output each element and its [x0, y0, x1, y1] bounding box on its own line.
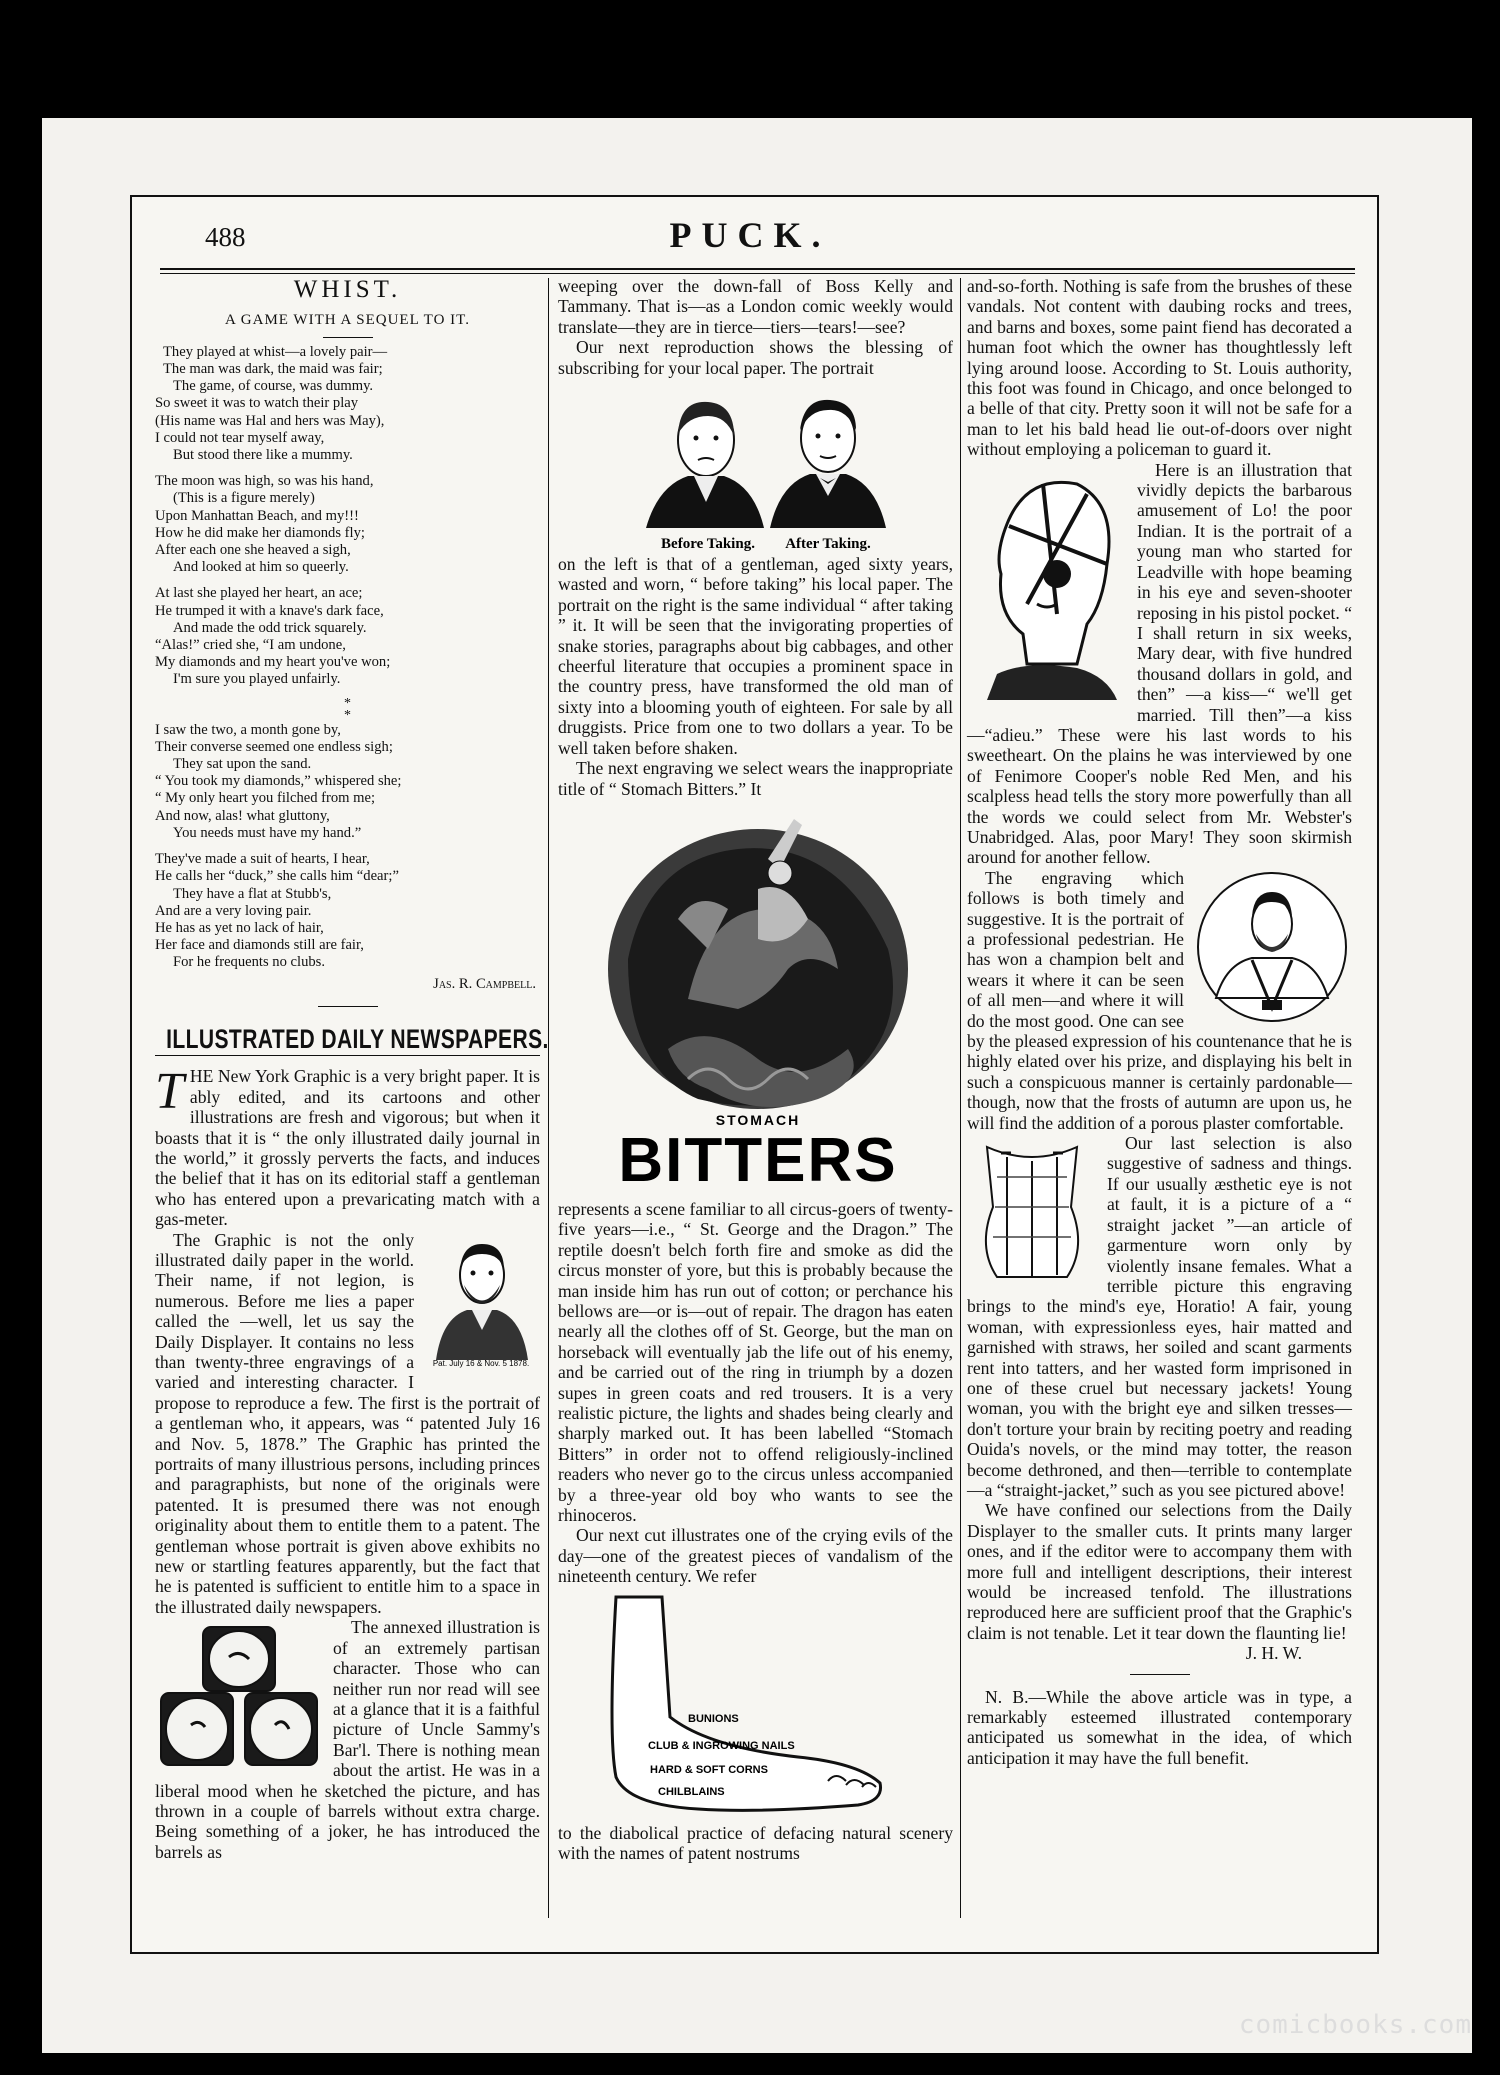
drop-cap-t: T: [155, 1063, 184, 1121]
article-paragraph: Pat. July 16 & Nov. 5 1878. The Graphic is not the only illustrated daily paper in the world. Their name, if not legion, is numerous. Before me lies a paper called the —well, let us say the Daily Displayer. It contains no less than twenty-three engravings of a varied and interesting character. I propose to reproduce a few. The first is the portrait of a gentleman who, it appears, was “ patented July 16 and Nov. 5, 1878.” The Graphic has printed the portraits of many illustrious persons, including princes and paragraphists, but none of the originals were patented. It is presumed there was not enough originality about them to entitle them to a patent. The gentleman whose portrait is given above exhibits no new or startling features apparently, but the fact that he is patented is sufficient to entitle him to a space in the illustrated daily newspapers.: [155, 1229, 540, 1617]
verse-line: And are a very loving pair.: [155, 902, 312, 919]
pedestrian-portrait: [1192, 868, 1352, 1026]
stanza-1: [155, 344, 540, 464]
verse-line: Her face and diamonds still are fair,: [155, 937, 364, 954]
verse-line: “ My only heart you filched from me;: [155, 790, 376, 807]
verse-line: At last she played her heart, an ace;: [155, 585, 363, 602]
verse-line: But stood there like a mummy.: [173, 447, 353, 464]
poem-subtitle: A GAME WITH A SEQUEL TO IT.: [225, 312, 470, 329]
verse-line: (This is a figure merely): [173, 490, 315, 507]
verse-line: My diamonds and my heart you've won;: [155, 654, 391, 671]
verse-line: I saw the two, a month gone by,: [155, 721, 341, 738]
masthead: PUCK.: [669, 215, 831, 255]
column-3: [967, 276, 1352, 1768]
verse-line: So sweet it was to watch their play: [155, 395, 359, 412]
verse-line: (His name was Hal and hers was May),: [155, 412, 385, 429]
article-paragraph: represents a scene familiar to all circus-goers of twenty-five years—i.e., “ St. George and the Dragon.” The reptile doesn't belch forth fire and smoke as did the circus monster of yore, but this is probably because the man inside him has run out of cotton; or perchance his bellows are—or is—out of repair. The dragon has eaten nearly all the clothes off of St. George, but the man on horseback will eventually jab the life out of his enemy, and be carried out of the ring in triumph by a dozen supes in green coats and red trousers. It is a very realistic picture, the lights and shades being clearly and sharply marked out. It has been labelled “Stomach Bitters” in order not to offend religiously-inclined readers who never go to the circus unless accompanied by a three-year old boy who wants to see the rhinoceros.: [558, 1198, 953, 1525]
article-paragraph: The next engraving we select wears the inappropriate title of “ Stomach Bitters.” It: [558, 758, 953, 799]
title-rule: [155, 1055, 540, 1056]
article-paragraph: The engraving which follows is both timely and suggestive. It is the portrait of a professional pedestrian. He has won a champion belt and wears it where it can be seen of all men—and where it will do the most good. One can see by the pleased expression of his countenance that he is highly elated over his prize, and displaying his belt in such a conspicuous manner is certainly pardonable—though, now that the frosts of autumn are upon us, he will find the addition of a porous plaster comfortable.: [967, 867, 1352, 1133]
article-paragraph: on the left is that of a gentleman, aged sixty years, wasted and worn, “ before taking” his local paper. The portrait on the right is the same individual “ after taking ” it. It will be seen that the invigorating properties of snake stories, paragraphs about big cabbages, and other cheerful literature that occupies a prominent space in the country press, have transformed the old man of sixty into a blooming youth of eighteen. For sale by all druggists. Price from one to two dollars a year. To be well taken before shaken.: [558, 554, 953, 758]
before-portrait: [646, 402, 764, 528]
article-paragraph: Our next cut illustrates one of the crying evils of the day—one of the greatest pieces of vandalism of the nineteenth century. We refer: [558, 1525, 953, 1587]
article-paragraph: Our next reproduction shows the blessing of subscribing for your local paper. The portrait: [558, 337, 953, 378]
verse-line: They've made a suit of hearts, I hear,: [155, 851, 370, 868]
verse-line: For he frequents no clubs.: [173, 954, 325, 971]
header-rule: [160, 268, 1355, 274]
article-title: ILLUSTRATED DAILY NEWSPAPERS.: [166, 1023, 549, 1054]
section-rule: [318, 1006, 378, 1007]
after-portrait: [770, 400, 886, 528]
verse-line: They sat upon the sand.: [173, 756, 312, 773]
st-george-dragon-engraving: [608, 819, 908, 1109]
patented-gentleman-portrait: [422, 1230, 540, 1370]
before-taking-label: Before Taking.: [661, 536, 755, 553]
verse-line: The man was dark, the maid was fair;: [163, 361, 383, 378]
article-paragraph: The annexed illustration is of an extremely partisan character. Those who can neither run nor read will see at a glance that it is a faithful picture of Uncle Sammy's Bar'l. There is nothing mean about the artist. He was in a liberal mood when he sketched the picture, and has thrown in a couple of barrels without extra charge. Being something of a joker, he has introduced the barrels as: [155, 1617, 540, 1862]
foot-label: HARD & SOFT CORNS: [650, 1763, 768, 1776]
poem-signature: Jas. R. Campbell.: [433, 975, 536, 992]
verse-line: You needs must have my hand.”: [173, 824, 362, 841]
verse-line: I'm sure you played unfairly.: [173, 671, 341, 688]
verse-line: They have a flat at Stubb's,: [173, 885, 332, 902]
nb-note: N. B.—While the above article was in type, a remarkably esteemed illustrated contemporary anticipated us somewhat in the idea, of which anticipation it may have the full benefit.: [967, 1686, 1352, 1768]
column-2: [558, 276, 953, 1863]
nb-rule: [1130, 1674, 1190, 1675]
verse-line: The game, of course, was dummy.: [173, 378, 374, 395]
article-paragraph: We have confined our selections from the Daily Displayer to the smaller cuts. It prints many larger ones, and if the editor were to accompany them with more full and intelligent descriptions, their interest would be increased tenfold. The illustrations reproduced here are sufficient proof that the Graphic's claim is not tenable. Let it tear down the flaunting lie!: [967, 1500, 1352, 1643]
foot-label: CLUB & INGROWING NAILS: [648, 1739, 795, 1752]
verse-line: And made the odd trick squarely.: [173, 619, 367, 636]
bitters-small-label: STOMACH: [715, 1111, 801, 1128]
page-number: 488: [205, 222, 246, 252]
stanza-5: [155, 851, 540, 971]
stanza-2: [155, 473, 540, 576]
verse-line: And looked at him so queerly.: [173, 559, 349, 576]
verse-line: They played at whist—a lovely pair—: [163, 343, 388, 360]
article-paragraph: weeping over the down-fall of Boss Kelly and Tammany. That is—as a London comic weekly would translate—they are in tierce—tiers—tears!—see?: [558, 276, 953, 337]
stanza-3: [155, 585, 540, 688]
painted-foot-illustration: [558, 1587, 953, 1823]
article-paragraph: THE New York Graphic is a very bright paper. It is ably edited, and its cartoons and other illustrations are fresh and vigorous; but when it boasts that it is “ the only illustrated daily journal in the world,” it grossly perverts the facts, and induces the belief that it has on its editorial staff a gentleman who has entered upon a prevaricating match with a gas-meter.: [155, 1063, 540, 1230]
article-paragraph: to the diabolical practice of defacing natural scenery with the names of patent nostrums: [558, 1822, 953, 1864]
scalped-head-illustration: [967, 464, 1127, 704]
stanza-4: [155, 722, 540, 842]
verse-line: Upon Manhattan Beach, and my!!!: [155, 507, 359, 524]
verse-line: “ You took my diamonds,” whispered she;: [155, 773, 402, 790]
article-paragraph: and-so-forth. Nothing is safe from the brushes of these vandals. Not content with daubing rocks and trees, and barns and boxes, some paint fiend has decorated a human foot which the owner has thoughtlessly left lying around loose. According to St. Louis authority, this foot was found in Chicago, and once belonged to a belle of that city. Pretty soon it will not be safe for a man to let his bald head lie out-of-doors over night without employing a policeman to guard it.: [967, 276, 1352, 460]
bitters-big-label: BITTERS: [618, 1125, 898, 1195]
verse-line: And now, alas! what gluttony,: [155, 807, 330, 824]
column-1: [155, 276, 549, 1862]
foot-label: BUNIONS: [688, 1712, 739, 1725]
before-after-illustration: [558, 378, 953, 554]
article-paragraph: Here is an illustration that vividly depicts the barbarous amusement of Lo! the poor Indian. It is the portrait of a young man who started for Leadville with hope beaming in his eye and seven-shooter reposing in his pistol pocket. “ I shall return in six weeks, Mary dear, with five hundred thousand dollars in gold, and then” —a kiss—“ we'll get married. Till then”—a kiss —“adieu.” These were his last words to his sweetheart. On the plains he was interviewed by one of Fenimore Cooper's noble Red Men, and his scalpless head tells the story more powerfully than all the words we could select from Mr. Webster's Unabridged. Alas, poor Mary! They soon skirmish around for another fellow.: [967, 459, 1353, 868]
article-initials: J. H. W.: [1245, 1643, 1302, 1664]
verse-line: Their converse seemed one endless sigh;: [155, 738, 393, 755]
verse-line: He trumped it with a knave's dark face,: [155, 602, 384, 619]
after-taking-label: After Taking.: [785, 536, 871, 553]
verse-line: I could not tear myself away,: [155, 429, 325, 446]
verse-line: How he did make her diamonds fly;: [155, 524, 365, 541]
foot-label: CHILBLAINS: [658, 1785, 725, 1798]
stomach-bitters-illustration: [558, 799, 953, 1199]
column-divider-2: [960, 278, 961, 1918]
column-divider-1: [548, 278, 549, 1918]
article-paragraph: Our last selection is also suggestive of sadness and things. If our usually æsthetic eye is not at fault, it is a picture of a “ straight jacket ”—an article of garmenture worn only by violently insane females. What a terrible picture this engraving brings to the mind's eye, Horatio! A fair, young woman, with expressionless eyes, hair matted and garnished with straws, her soiled and scant garments rent into tatters, and her wasted form imprisoned in one of these cruel but necessary jackets! Young woman, you with the bright eye and silken tresses—don't torture your brain by reciting poetry and reading Ouida's novels, or the mind may totter, the reason become dethroned, and then—terrible to contemplate—a “straight-jacket,” such as you see pictured above!: [967, 1133, 1352, 1500]
verse-line: He calls her “duck,” she calls him “dear;”: [155, 868, 399, 885]
poem: [155, 344, 540, 972]
poem-title: WHIST.: [293, 276, 402, 303]
poem-rule: [323, 337, 373, 338]
portrait-caption: Pat. July 16 & Nov. 5 1878.: [432, 1358, 530, 1368]
barrels-illustration: [155, 1621, 323, 1771]
verse-line: “Alas!” cried she, “I am undone,: [155, 637, 346, 654]
verse-line: He has as yet no lack of hair,: [155, 919, 324, 936]
star-ornament: * *: [344, 695, 351, 723]
watermark: comicbooks.com: [1238, 2010, 1472, 2040]
straight-jacket-illustration: [967, 1137, 1097, 1287]
verse-line: The moon was high, so was his hand,: [155, 473, 374, 490]
verse-line: After each one she heaved a sigh,: [155, 542, 351, 559]
